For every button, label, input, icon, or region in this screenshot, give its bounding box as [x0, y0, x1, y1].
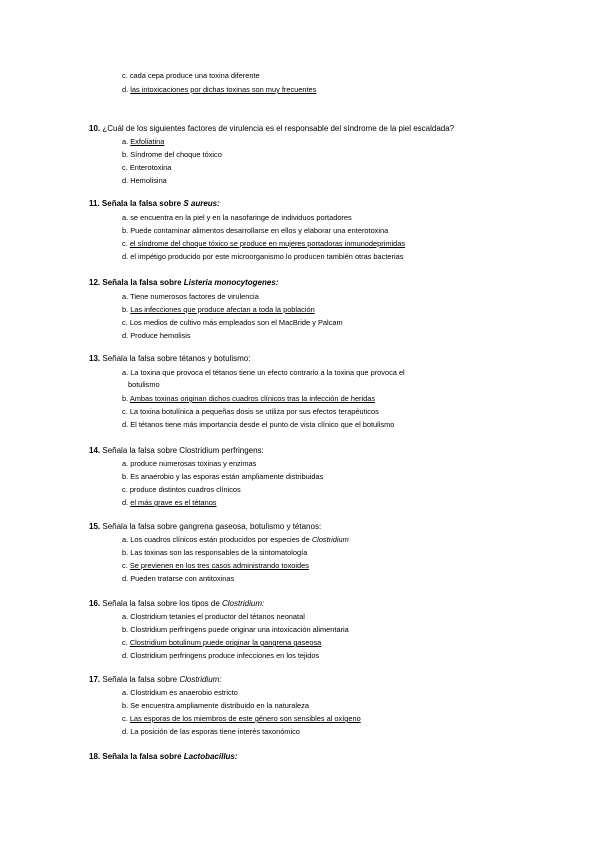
question-15-option-b: b. Las toxinas son las responsables de la sintomatología — [122, 548, 308, 557]
question-16-title: 16. Señala la falsa sobre los tipos de Clostridium: — [89, 599, 265, 608]
question-17-option-a: a. Clostridium es anaerobio estricto — [122, 688, 238, 697]
question-14-option-c: c. produce distintos cuadros clínicos — [122, 485, 241, 494]
question-12-option-d: d. Produce hemolisis — [122, 331, 191, 340]
question-16-option-c: c. Clostridium botulinum puede originar la gangrena gaseosa — [122, 638, 322, 647]
question-11-option-b: b. Puede contaminar alimentos desarrollarse en ellos y elaborar una enterotoxina — [122, 226, 389, 235]
question-17-option-c: c. Las esporas de los miembros de este género son sensibles al oxígeno — [122, 714, 361, 723]
question-13-title: 13. Señala la falsa sobre tétanos y botulismo: — [89, 354, 251, 363]
question-10-option-d: d. Hemolisina — [122, 176, 167, 185]
question-17-title: 17. Señala la falsa sobre Clostridium: — [89, 675, 222, 684]
prev-option-d: d. las intoxicaciones por dichas toxinas son muy frecuentes — [122, 85, 317, 94]
question-10-title: 10. ¿Cuál de los siguientes factores de virulencia es el responsable del síndrome de la piel escaldada? — [89, 124, 455, 133]
question-13-option-b: b. Ambas toxinas originan dichos cuadros clínicos tras la infección de heridas — [122, 394, 376, 403]
question-16-option-b: b. Clostridium perfringens puede originar una intoxicación alimentaria — [122, 625, 349, 634]
question-18-title: 18. Señala la falsa sobre Lactobacillus: — [89, 752, 238, 761]
question-13-option-d: d. El tétanos tiene más importancia desde el punto de vista clínico que el botulismo — [122, 420, 395, 429]
question-12-option-a: a. Tiene numerosos factores de virulencia — [122, 292, 259, 301]
question-15-option-c: c. Se previenen en los tres casos administrando toxoides — [122, 561, 309, 570]
question-10-option-a: a. Exfoliatina — [122, 137, 165, 146]
question-17-option-b: b. Se encuentra ampliamente distribuido en la naturaleza — [122, 701, 309, 710]
question-12-option-b: b. Las infecciones que produce afectan a toda la población — [122, 305, 315, 314]
question-12-title: 12. Señala la falsa sobre Listeria monocytogenes: — [89, 278, 279, 287]
question-11-option-d: d. el impétigo producido por este microorganismo lo producen también otras bacterias — [122, 252, 404, 261]
question-14-option-b: b. Es anaerobio y las esporas están ampliamente distribuidas — [122, 472, 324, 481]
question-16-option-d: d. Clostridium perfringens produce infecciones en los tejidos — [122, 651, 320, 660]
prev-option-c: c. cada cepa produce una toxina diferente — [122, 71, 260, 80]
question-11-option-a: a. se encuentra en la piel y en la nasofaringe de individuos portadores — [122, 213, 352, 222]
question-11-title: 11. Señala la falsa sobre S aureus: — [89, 199, 220, 208]
question-12-option-c: c. Los medios de cultivo más empleados son el MacBride y Palcam — [122, 318, 343, 327]
question-13-option-a: a. La toxina que provoca el tétanos tiene un efecto contrario a la toxina que provoca el — [122, 368, 405, 377]
question-14-option-a: a. produce numerosas toxinas y enzimas — [122, 459, 257, 468]
question-15-option-d: d. Pueden tratarse con antitoxinas — [122, 574, 235, 583]
question-15-title: 15. Señala la falsa sobre gangrena gaseosa, botulismo y tétanos: — [89, 522, 322, 531]
question-13-option-c: c. La toxina botulínica a pequeñas dosis se utiliza por sus efectos terapéuticos — [122, 407, 379, 416]
question-14-option-d: d. el más grave es el tétanos — [122, 498, 217, 507]
question-10-option-b: b. Síndrome del choque tóxico — [122, 150, 222, 159]
question-14-title: 14. Señala la falsa sobre Clostridium perfringens: — [89, 446, 264, 455]
question-10-option-c: c. Enterotoxina — [122, 163, 172, 172]
question-15-option-a: a. Los cuadros clínicos están producidos por especies de Clostridium — [122, 535, 349, 544]
question-17-option-d: d. La posición de las esporas tiene interés taxonómico — [122, 727, 300, 736]
question-16-option-a: a. Clostridium tetanies el productor del tétanos neonatal — [122, 612, 305, 621]
question-13-option-a-cont: botulismo — [128, 380, 160, 389]
question-11-option-c: c. el síndrome del choque tóxico se produce en mujeres portadoras inmunodeprimidas — [122, 239, 406, 248]
